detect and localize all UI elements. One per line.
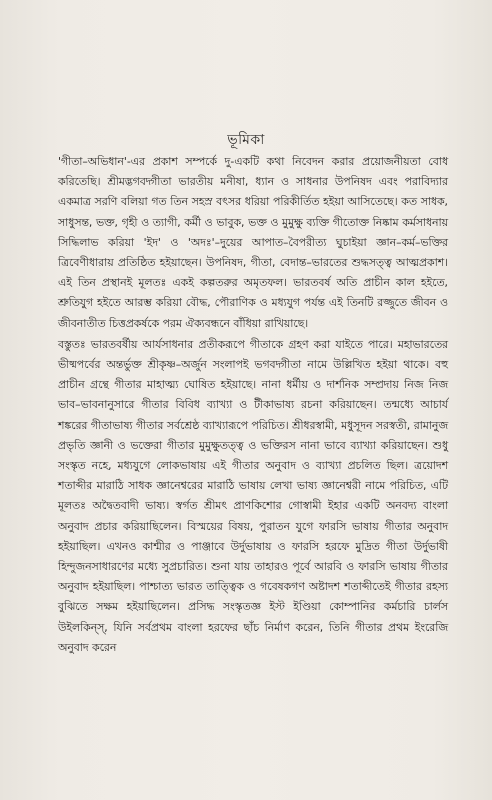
paragraph-2: বস্তুতঃ ভারতবর্ষীয় আর্যসাধনার প্রতীকরূপে গীতাকে গ্রহণ করা যাইতে পারে। মহাভারতের ভীষ্মপর্বের অন্তর্ভুক্ত শ্রীকৃষ্ণ–অর্জুন সংলাপই ভগবদ্গীতা নামে উল্লিখিত হইয়া থাকে। বহু প্রাচীন গ্রন্থে গীতার মাহাত্ম্য ঘোষিত হইয়াছে। নানা ধর্মীয় ও দার্শনিক সম্প্রদায় নিজ নিজ ভাব–ভাবনানুসারে গীতার বিবিধ ব্যাখ্যা ও টীকাভাষ্য রচনা করিয়াছেন। তন্মধ্যে আচার্য শঙ্করের গীতাভাষ্য গীতার সর্বশ্রেষ্ঠ ব্যাখ্যারূপে পরিচিত। শ্রীধরস্বামী, মধুসূদন সরস্বতী, রামানুজ প্রভৃতি জ্ঞানী ও ভক্তেরা গীতার মুমুক্ষুতত্ত্ব ও ভক্তিরস নানা ভাবে ব্যাখ্যা করিয়াছেন। শুধু সংস্কৃত নহে, মধ্যযুগে লোকভাষায় এই গীতার অনুবাদ ও ব্যাখ্যা প্রচলিত ছিল। ত্রয়োদশ শতাব্দীর মারাঠি সাধক জ্ঞানেশ্বরের মারাঠি ভাষায় লেখা ভাষ্য জ্ঞানেশ্বরী নামে পরিচিত, এটি মূলতঃ অদ্বৈতবাদী ভাষ্য। স্বর্গত শ্রীমৎ প্রাণকিশোর গোস্বামী ইহার একটি অনবদ্য বাংলা অনুবাদ প্রচার করিয়াছিলেন। বিস্ময়ের বিষয়, পুরাতন যুগে ফারসি ভাষায় গীতার অনুবাদ হইয়াছিল। এখনও কাশ্মীর ও পাঞ্জাবে উর্দুভাষায় ও ফারসি হরফে মুদ্রিত গীতা উর্দুভাষী হিন্দুজনসাধারণের মধ্যে সুপ্রচারিত। শুনা যায় তাহারও পূর্বে আরবি ও ফারসি ভাষায় গীতার অনুবাদ হইয়াছিল। পাশ্চাত্য ভারত তাত্ত্বিক ও গবেষকগণ অষ্টাদশ শতাব্দীতেই গীতার রহস্য বুঝিতে সক্ষম হইয়াছিলেন। প্রসিদ্ধ সংস্কৃতজ্ঞ ইস্ট ইণ্ডিয়া কোম্পানির কর্মচারি চার্লস উইলকিন্স্, যিনি সর্বপ্রথম বাংলা হরফের ছাঁচ নির্মাণ করেন, তিনি গীতার প্রথম ইংরেজি অনুবাদ করেন xyxy=(58,337,448,654)
paragraph-1: 'গীতা–অভিধান'-এর প্রকাশ সম্পর্কে দু-একটি কথা নিবেদন করার প্রয়োজনীয়তা বোধ করিতেছি। শ্রীমদ্ভগবদ্গীতা ভারতীয় মনীষা, ধ্যান ও সাধনার উপনিষদ এবং পরাবিদ্যার একমাত্র সরণি বলিয়া গত তিন সহস্র বৎসর ধরিয়া পরিকীর্তিত হইয়া আসিতেছে। কত সাধক, সাধুসন্ত, ভক্ত, গৃহী ও ত্যাগী, কর্মী ও ভাবুক, ভক্ত ও মুমুক্ষু ব্যক্তি গীতোক্ত নিষ্কাম কর্মসাধনায় সিদ্ধিলাভ করিয়া 'ইদ' ও 'অদঃ'–দুয়ের আপাত–বৈপরীত্য ঘুচাইয়া জ্ঞান–কর্ম–ভক্তির ত্রিবেণীধারায় প্রতিষ্ঠিত হইয়াছেন। উপনিষদ, গীতা, বেদান্ত–ভারতের শুদ্ধসত্ত্ব আত্মপ্রকাশ। এই তিন প্রস্থানই মূলতঃ একই কল্পতরুর অমৃতফল। ভারতবর্ষ অতি প্রাচীন কাল হইতে, শ্রুতিযুগ হইতে আরম্ভ করিয়া বৌদ্ধ, পৌরাণিক ও মধ্যযুগ পর্যন্ত এই তিনটি রজ্জুতে জীবন ও জীবনাতীত চিত্তপ্রকর্ষকে পরম ঐক্যবন্ধনে বাঁধিয়া রাখিয়াছে। xyxy=(58,155,448,330)
page-title: ভূমিকা xyxy=(227,132,265,148)
page-body xyxy=(58,152,448,658)
